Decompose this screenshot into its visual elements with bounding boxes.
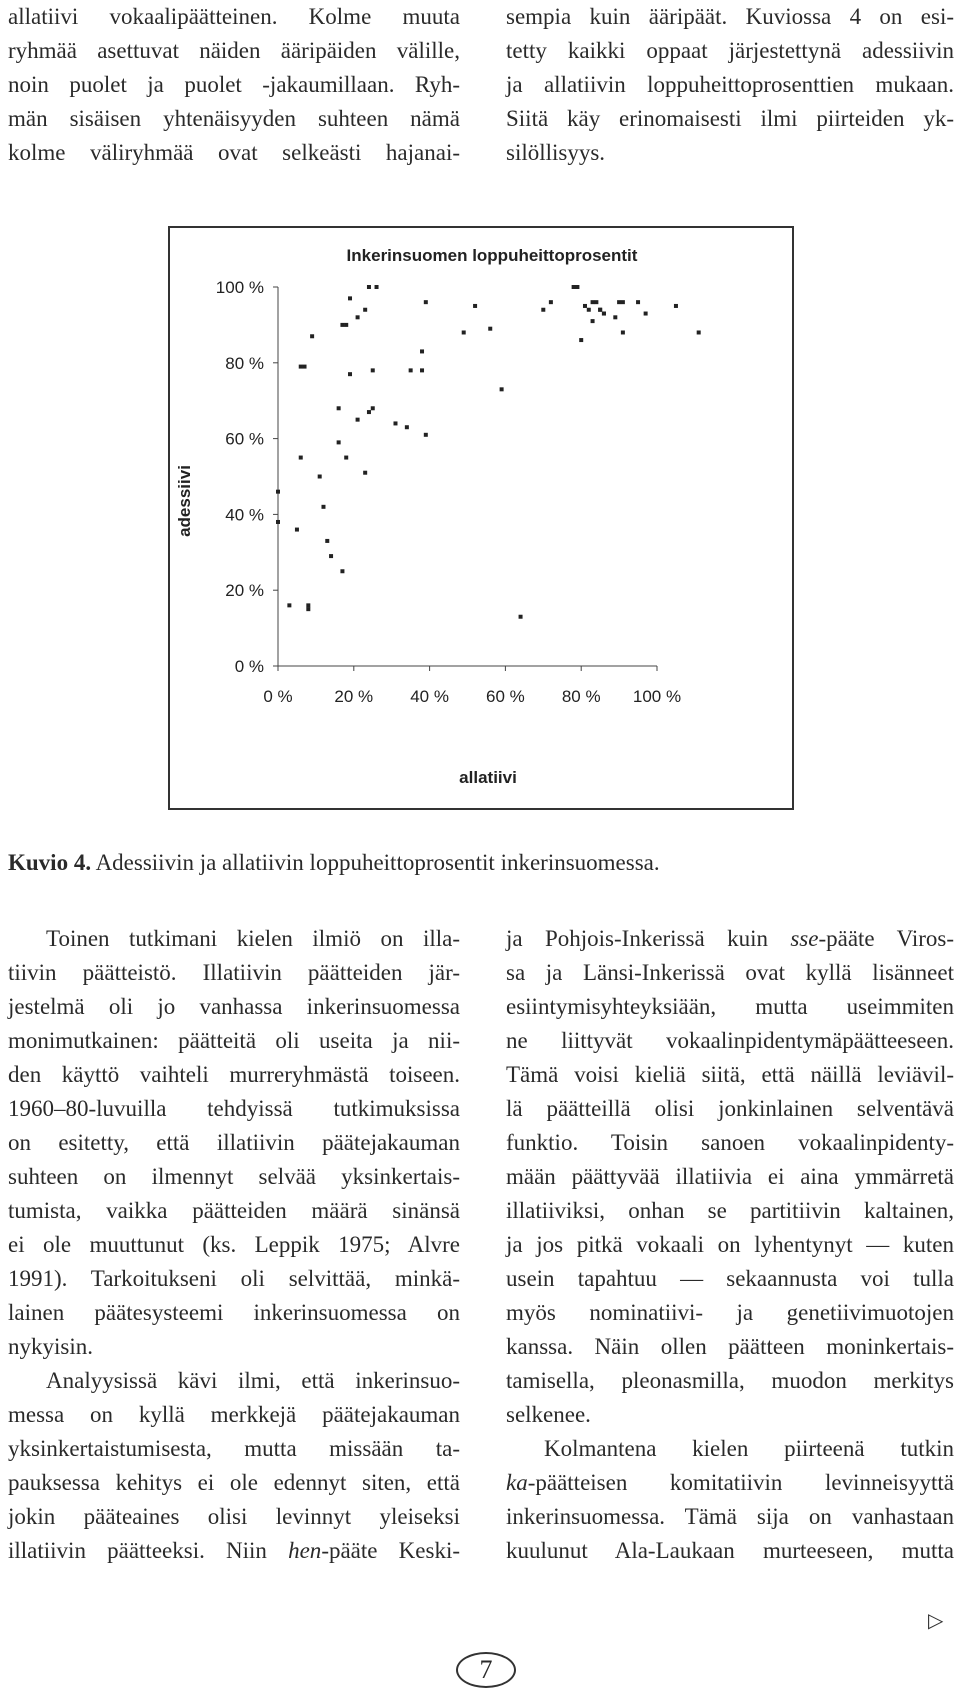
text-line: lä päätteillä olisi jonkinlainen selventävä: [506, 1096, 954, 1121]
text-line: on esitetty, että illatiivin päätejakauman: [8, 1130, 460, 1155]
paragraph: [506, 922, 954, 1432]
data-point: [340, 323, 344, 327]
text-line: yksinkertaistumisesta, mutta missään ta-: [8, 1436, 460, 1461]
text-line: jokin pääteaines olisi levinnyt yleiseksi: [8, 1504, 460, 1529]
data-point: [674, 304, 678, 308]
text-line: mään päättyvää illatiivia ei aina ymmärretä: [506, 1164, 954, 1189]
data-point: [367, 285, 371, 289]
data-point: [318, 475, 322, 479]
data-point: [348, 372, 352, 376]
data-point: [356, 418, 360, 422]
text-line: funktio. Toisin sanoen vokaalinpidenty-: [506, 1130, 954, 1155]
data-point: [594, 300, 598, 304]
data-point: [344, 456, 348, 460]
text-line: ja jos pitkä vokaali on lyhentynyt — kuten: [506, 1232, 954, 1257]
data-point: [500, 387, 504, 391]
top-right-column: [506, 0, 954, 170]
data-point: [420, 368, 424, 372]
y-tick-label: 60 %: [225, 429, 264, 449]
text-line: tetty kaikki oppaat järjestettynä adessiivin: [506, 38, 954, 63]
text-line: inkerinsuomessa. Tämä sija on vanhastaan: [506, 1504, 954, 1529]
text-line: pauksessa kehitys ei ole edennyt siten, että: [8, 1470, 460, 1495]
text-line: män sisäisen yhtenäisyyden suhteen nämä: [8, 106, 460, 131]
data-point: [295, 528, 299, 532]
continuation-arrow-icon: ▷: [928, 1608, 944, 1632]
text-line: 1960–80-luvuilla tehdyissä tutkimuksissa: [8, 1096, 460, 1121]
text-line: jestelmä oli jo vanhassa inkerinsuomessa: [8, 994, 460, 1019]
paragraph: [506, 1432, 954, 1568]
y-axis-label: adessiivi: [175, 465, 194, 537]
data-point: [325, 539, 329, 543]
text-line: Analyysissä kävi ilmi, että inkerinsuo-: [46, 1368, 460, 1393]
figure-caption: [8, 846, 948, 880]
data-point: [583, 304, 587, 308]
data-point: [287, 603, 291, 607]
text-line: kanssa. Näin ollen päätteen moninkertais-: [506, 1334, 954, 1359]
text-line: ryhmää asettuvat näiden ääripäiden välille,: [8, 38, 460, 63]
text-line: illatiivin päätteeksi. Niin hen-pääte Keski-: [8, 1538, 460, 1563]
caption-label: Kuvio 4.: [8, 850, 92, 875]
data-point: [306, 603, 310, 607]
data-point: [617, 300, 621, 304]
text-line: ei ole muuttunut (ks. Leppik 1975; Alvre: [8, 1232, 460, 1257]
bottom-left-column: [8, 922, 460, 1568]
text-line: tamisella, pleonasmilla, muodon merkitys: [506, 1368, 954, 1393]
data-point: [621, 330, 625, 334]
text-line: sempia kuin ääripäät. Kuviossa 4 on esi-: [506, 4, 954, 29]
data-point: [310, 334, 314, 338]
data-point: [697, 330, 701, 334]
data-point: [488, 327, 492, 331]
paragraph: [8, 922, 460, 1364]
text-line: tumista, vaikka päätteiden määrä sinänsä: [8, 1198, 460, 1223]
top-left-column: [8, 0, 460, 170]
y-tick-label: 100 %: [215, 278, 264, 297]
data-point: [405, 425, 409, 429]
data-point: [321, 505, 325, 509]
text-line: ne liittyvät vokaalinpidentymäpäätteeseen.: [506, 1028, 954, 1053]
text-line: nykyisin.: [8, 1334, 93, 1359]
data-point: [591, 300, 595, 304]
data-point: [473, 304, 477, 308]
data-point: [636, 300, 640, 304]
data-point: [348, 296, 352, 300]
data-point: [424, 300, 428, 304]
paragraph: [8, 1364, 460, 1568]
bottom-right-column: [506, 922, 954, 1568]
data-point: [644, 312, 648, 316]
text-line: lainen päätesysteemi inkerinsuomessa on: [8, 1300, 460, 1325]
data-point: [587, 308, 591, 312]
text-line: allatiivi vokaalipäätteinen. Kolme muuta: [8, 4, 460, 29]
data-point: [591, 319, 595, 323]
data-point: [337, 406, 341, 410]
chart-title: Inkerinsuomen loppuheittoprosentit: [346, 246, 638, 265]
data-point: [409, 368, 413, 372]
x-tick-label: 0 %: [263, 687, 293, 706]
data-point: [367, 410, 371, 414]
x-tick-label: 20 %: [334, 687, 374, 706]
data-point: [375, 285, 379, 289]
text-line: den käyttö vaihteli murreryhmästä toiseen.: [8, 1062, 460, 1087]
text-line: Tämä voisi kieliä siitä, että näillä leviävil-: [506, 1062, 954, 1087]
y-tick-label: 40 %: [225, 505, 264, 525]
data-point: [462, 330, 466, 334]
y-tick-label: 0 %: [234, 657, 264, 676]
text-line: ja allatiivin loppuheittoprosenttien mukaan.: [506, 72, 954, 97]
data-point: [344, 323, 348, 327]
scatter-plot: [170, 228, 792, 808]
chart-axes: [278, 287, 657, 666]
data-point: [363, 308, 367, 312]
data-point: [299, 365, 303, 369]
data-point: [276, 490, 280, 494]
y-tick-label: 20 %: [225, 581, 264, 601]
data-point: [621, 300, 625, 304]
data-point: [393, 421, 397, 425]
data-point: [371, 368, 375, 372]
y-tick-label: 80 %: [225, 353, 264, 373]
text-line: ja Pohjois-Inkerissä kuin sse-pääte Viros-: [506, 926, 954, 951]
data-point: [371, 406, 375, 410]
text-line: messa on kyllä merkkejä päätejakauman: [8, 1402, 460, 1427]
x-tick-label: 40 %: [410, 687, 449, 706]
x-axis-label: allatiivi: [459, 768, 517, 787]
page-number: 7: [456, 1652, 516, 1688]
data-point: [299, 456, 303, 460]
text-line: Siitä käy erinomaisesti ilmi piirteiden yk-: [506, 106, 954, 131]
text-line: myös nominatiivi- ja genetiivimuotojen: [506, 1300, 954, 1325]
text-line: 1991). Tarkoitukseni oli selvittää, minkä-: [8, 1266, 460, 1291]
text-line: tiivin päätteistö. Illatiivin päätteiden jär-: [8, 960, 460, 985]
data-point: [420, 349, 424, 353]
data-point: [424, 433, 428, 437]
chart-points: [276, 285, 701, 619]
text-line: selkenee.: [506, 1402, 591, 1427]
figure-4-chart: [168, 226, 794, 810]
x-tick-label: 100 %: [632, 687, 682, 706]
text-line: ka-päätteisen komitatiivin levinneisyyttä: [506, 1470, 954, 1495]
data-point: [579, 338, 583, 342]
text-line: Toinen tutkimani kielen ilmiö on illa-: [46, 926, 460, 951]
text-line: esiintymisyhteyksiään, mutta useimmiten: [506, 994, 954, 1019]
data-point: [598, 308, 602, 312]
data-point: [541, 308, 545, 312]
data-point: [602, 312, 606, 316]
data-point: [306, 607, 310, 611]
data-point: [549, 300, 553, 304]
data-point: [303, 365, 307, 369]
data-point: [356, 315, 360, 319]
text-line: monimutkainen: päätteitä oli useita ja nii-: [8, 1028, 460, 1053]
text-line: kolme väliryhmää ovat selkeästi hajanai-: [8, 140, 460, 165]
data-point: [613, 315, 617, 319]
chart-ticks: [216, 278, 681, 706]
text-line: noin puolet ja puolet -jakaumillaan. Ryh-: [8, 72, 460, 97]
text-line: usein tapahtuu — sekaannusta voi tulla: [506, 1266, 954, 1291]
text-line: sa ja Länsi-Inkerissä ovat kyllä lisänneet: [506, 960, 954, 985]
x-tick-label: 60 %: [486, 687, 525, 706]
caption-text: Adessiivin ja allatiivin loppuheittoprosentit inkerinsuomessa.: [95, 850, 660, 875]
text-line: silöllisyys.: [506, 140, 606, 165]
text-line: Kolmantena kielen piirteenä tutkin: [544, 1436, 954, 1461]
data-point: [575, 285, 579, 289]
data-point: [276, 520, 280, 524]
data-point: [519, 615, 523, 619]
text-line: illatiiviksi, onhan se partitiivin kaltainen,: [506, 1198, 954, 1223]
data-point: [340, 569, 344, 573]
text-line: kuulunut Ala-Laukaan murteeseen, mutta: [506, 1538, 954, 1563]
data-point: [363, 471, 367, 475]
text-line: suhteen on ilmennyt selvää yksinkertais-: [8, 1164, 460, 1189]
data-point: [337, 440, 341, 444]
data-point: [572, 285, 576, 289]
data-point: [329, 554, 333, 558]
x-tick-label: 80 %: [561, 687, 601, 706]
